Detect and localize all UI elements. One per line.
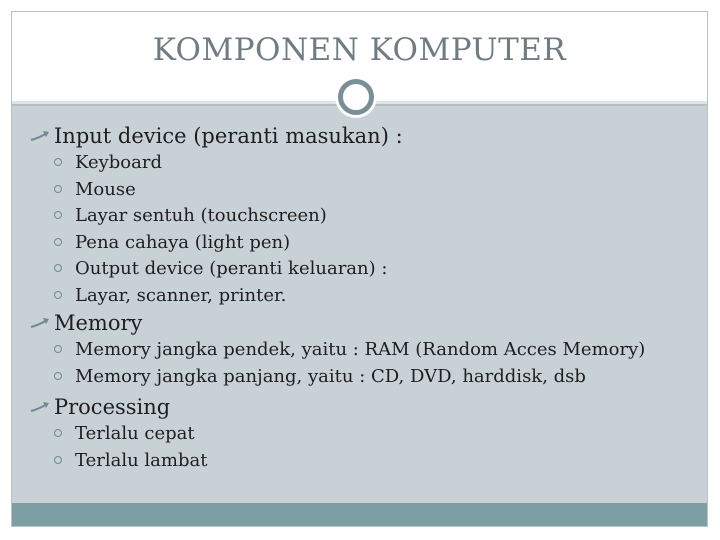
circle-ornament-icon	[338, 79, 374, 115]
list-item	[30, 448, 700, 475]
list-item-text: Keyboard	[75, 152, 163, 173]
arrow-bullet-icon	[30, 314, 52, 332]
section-heading-text: Processing	[54, 395, 171, 419]
circle-bullet-icon	[54, 185, 62, 193]
circle-bullet-icon	[54, 429, 62, 437]
section-heading-processing	[30, 393, 700, 421]
input-device-list	[30, 150, 700, 309]
list-item	[30, 177, 700, 204]
list-item	[30, 203, 700, 230]
memory-list	[30, 337, 700, 390]
circle-bullet-icon	[54, 264, 62, 272]
list-item-text: Pena cahaya (light pen)	[75, 231, 291, 253]
list-item	[30, 230, 700, 257]
list-item-text: Layar, scanner, printer.	[75, 284, 287, 306]
processing-list	[30, 421, 700, 474]
section-heading-memory	[30, 309, 700, 337]
list-item	[30, 150, 700, 177]
list-item	[30, 337, 700, 364]
slide-title: KOMPONEN KOMPUTER	[152, 32, 567, 68]
slide-content	[30, 122, 700, 474]
circle-bullet-icon	[54, 211, 62, 219]
section-heading-text: Input device (peranti masukan) :	[54, 124, 403, 148]
list-item-text: Terlalu cepat	[75, 423, 195, 444]
list-item	[30, 283, 700, 310]
list-item	[30, 421, 700, 448]
circle-bullet-icon	[54, 372, 62, 380]
circle-bullet-icon	[54, 291, 62, 299]
list-item-text: Memory jangka pendek, yaitu : RAM (Random Acces Memory)	[75, 339, 646, 360]
arrow-bullet-icon	[30, 127, 52, 145]
list-item-text: Memory jangka panjang, yaitu : CD, DVD, harddisk, dsb	[75, 365, 586, 387]
section-heading-text: Memory	[54, 311, 143, 335]
list-item-text: Terlalu lambat	[75, 449, 208, 471]
circle-bullet-icon	[54, 158, 62, 166]
arrow-bullet-icon	[30, 398, 52, 416]
circle-bullet-icon	[54, 238, 62, 246]
circle-bullet-icon	[54, 456, 62, 464]
list-item	[30, 256, 700, 283]
list-item-text: Mouse	[75, 178, 136, 200]
circle-bullet-icon	[54, 345, 62, 353]
section-heading-input-device	[30, 122, 700, 150]
list-item-text: Layar sentuh (touchscreen)	[75, 205, 327, 226]
list-item	[30, 364, 700, 391]
footer-band	[12, 503, 707, 526]
list-item-text: Output device (peranti keluaran) :	[75, 258, 388, 279]
